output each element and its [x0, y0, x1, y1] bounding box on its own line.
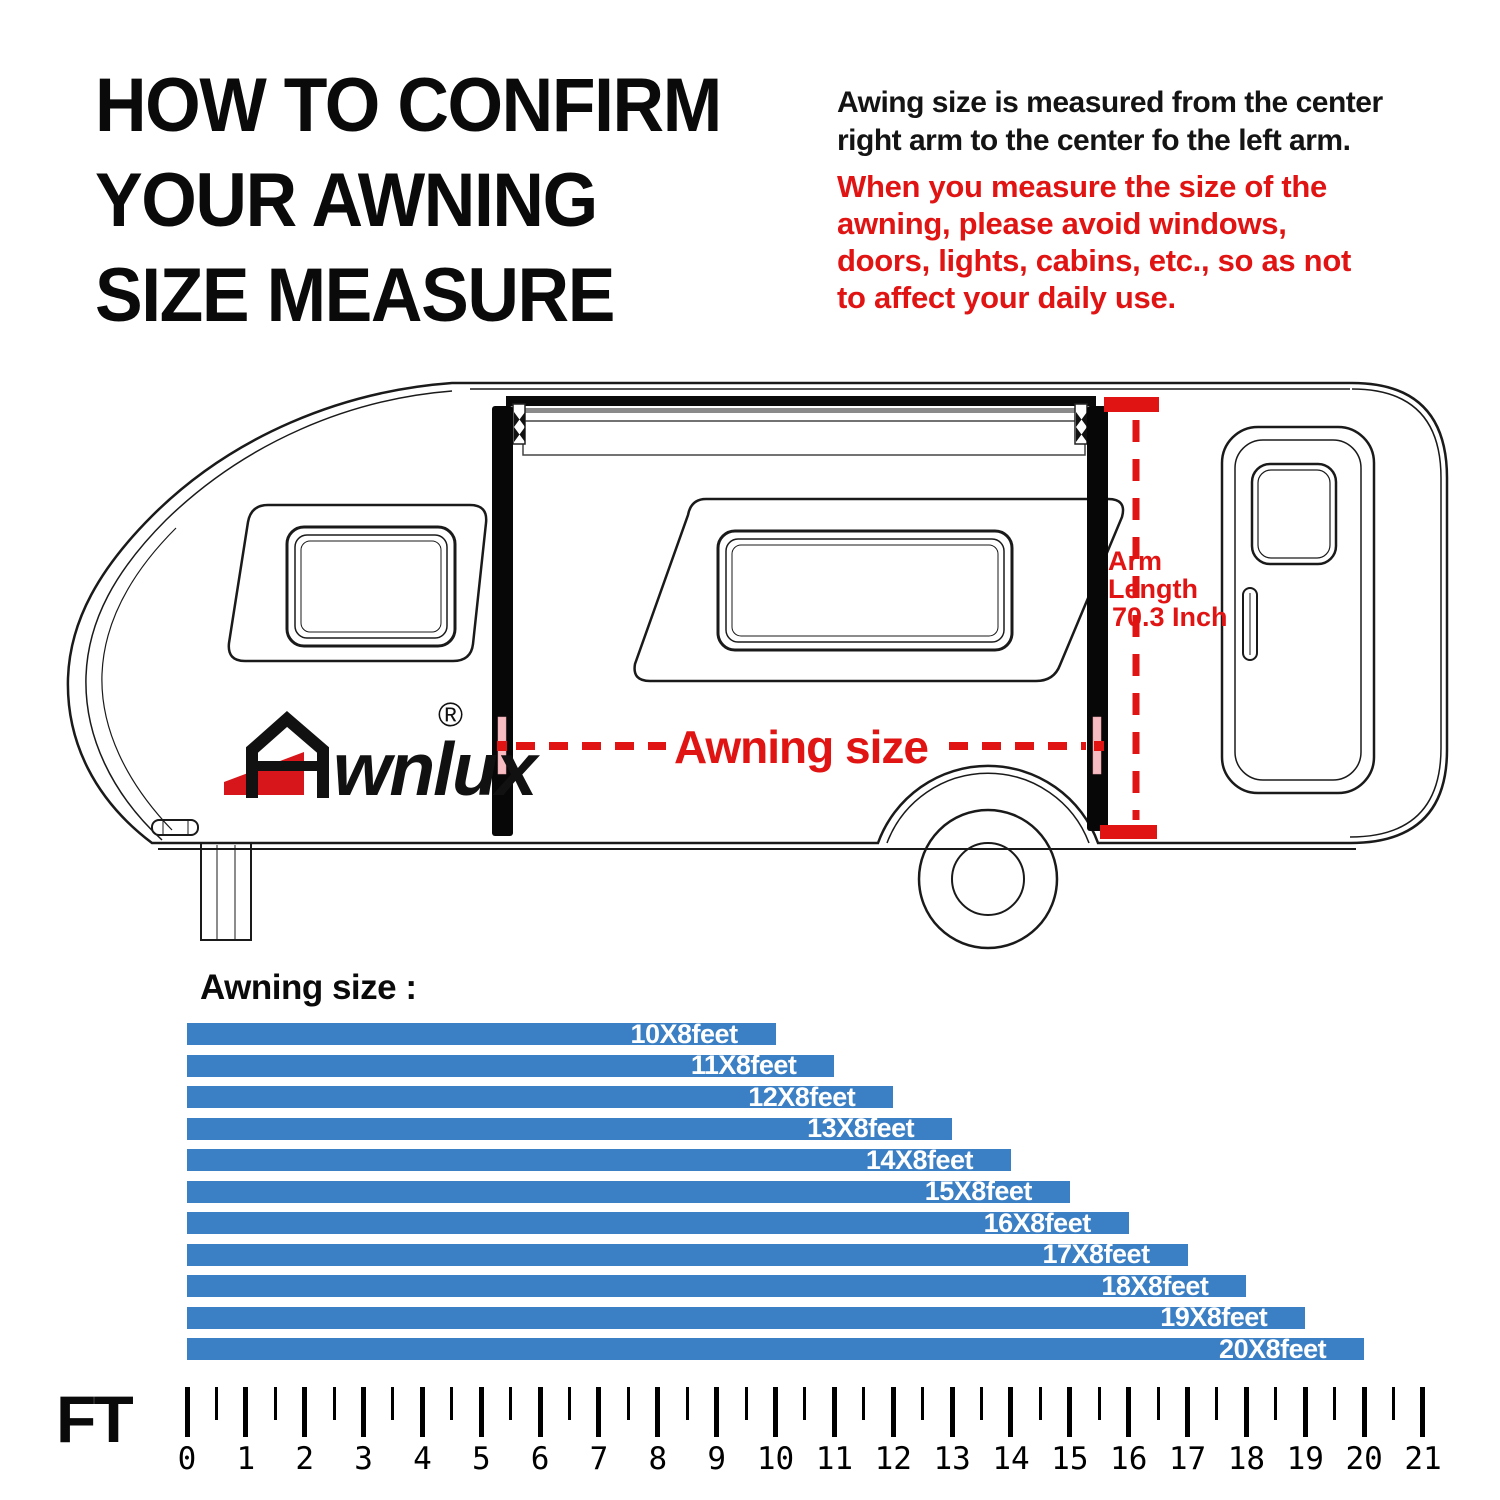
ruler-number: 18 [1227, 1441, 1266, 1477]
ruler-number: 10 [756, 1441, 795, 1477]
arm-length-line-1: Arm [1108, 546, 1163, 576]
page-title-line-3: SIZE MEASURE [95, 253, 614, 338]
ruler-number: 17 [1168, 1441, 1207, 1477]
awning-size-bar-label: 19X8feet [1160, 1302, 1268, 1332]
logo-registered-mark: ® [438, 696, 464, 734]
ruler-number: 5 [471, 1441, 491, 1477]
ruler-number: 14 [992, 1441, 1030, 1477]
ruler-number: 12 [874, 1441, 912, 1477]
ruler-number: 13 [933, 1441, 971, 1477]
ruler-major-tick [361, 1387, 366, 1437]
ruler-number: 15 [1051, 1441, 1089, 1477]
warning-note-line-2: awning, please avoid windows, [837, 206, 1287, 241]
awning-size-bar [187, 1018, 776, 1049]
measurement-note-line-2: right arm to the center fo the left arm. [837, 124, 1351, 157]
awning-size-bar-label: 13X8feet [807, 1113, 915, 1143]
measurement-note [837, 84, 1383, 160]
ruler-number: 6 [530, 1441, 550, 1477]
awning-roller [523, 421, 1085, 455]
awning-size-bar-label: 16X8feet [983, 1207, 1091, 1238]
warning-note-line-3: doors, lights, cabins, etc., so as not [837, 243, 1351, 278]
ruler-minor-tick [568, 1387, 571, 1420]
page-title-line-1: HOW TO CONFIRM [95, 63, 721, 148]
ruler-number: 4 [413, 1441, 432, 1477]
ruler-minor-tick [450, 1387, 453, 1420]
ruler-number: 3 [354, 1441, 373, 1477]
ruler-major-tick [832, 1387, 837, 1437]
awning-size-bar-label: 17X8feet [1042, 1239, 1150, 1269]
ruler-number: 19 [1286, 1441, 1324, 1477]
awning-size-bar-label: 11X8feet [690, 1050, 797, 1080]
ruler-major-tick [1185, 1387, 1190, 1437]
warning-note-line-4: to affect your daily use. [837, 280, 1176, 315]
page-title [95, 58, 721, 343]
page-title-line-2: YOUR AWNING [95, 158, 597, 243]
ruler-minor-tick [627, 1387, 630, 1420]
arm-length-cap-top [1104, 397, 1159, 412]
ruler-minor-tick [1039, 1387, 1042, 1420]
awning-size-bar [187, 1144, 1011, 1175]
awning-size-bar-label: 14X8feet [865, 1144, 973, 1175]
ruler-major-tick [1126, 1387, 1131, 1437]
ruler-major-tick [1362, 1387, 1367, 1437]
ruler-number: 20 [1345, 1441, 1383, 1477]
jack-post [201, 843, 251, 940]
ruler-minor-tick [215, 1387, 218, 1420]
awning-size-bar [187, 1050, 834, 1080]
arm-length-line-2: Length [1108, 574, 1198, 604]
ruler-major-tick [1303, 1387, 1308, 1437]
ruler-number: 2 [295, 1441, 315, 1477]
ruler-major-tick [773, 1387, 778, 1437]
chart-heading: Awning size : [200, 968, 417, 1007]
ruler-major-tick [479, 1387, 484, 1437]
ruler-major-tick [302, 1387, 307, 1437]
wheel-tire [919, 810, 1057, 948]
ruler-number: 16 [1110, 1441, 1148, 1477]
ruler-major-tick [1008, 1387, 1013, 1437]
ruler-major-tick [1067, 1387, 1072, 1437]
awning-rail [514, 408, 1086, 413]
ruler-minor-tick [1392, 1387, 1395, 1420]
awning-size-bar [187, 1176, 1070, 1206]
ruler-major-tick [420, 1387, 425, 1437]
ruler-minor-tick [509, 1387, 512, 1420]
awning-size-bar [187, 1270, 1246, 1301]
ruler-major-tick [950, 1387, 955, 1437]
ruler-minor-tick [1333, 1387, 1336, 1420]
awning-size-bar-label: 12X8feet [748, 1081, 856, 1112]
arm-length-annotation [1108, 547, 1228, 631]
ruler-minor-tick [1098, 1387, 1101, 1420]
ruler-minor-tick [921, 1387, 924, 1420]
awning-size-bar-label: 18X8feet [1101, 1270, 1209, 1301]
awning-size-bar-label: 10X8feet [630, 1018, 738, 1049]
awning-case-bar [506, 396, 1096, 406]
awning-size-bar [187, 1302, 1305, 1332]
ruler-minor-tick [1157, 1387, 1160, 1420]
ruler-number: 8 [648, 1441, 668, 1477]
awning-size-bar-label: 20X8feet [1219, 1333, 1327, 1364]
arm-length-line-3: 70.3 Inch [1112, 602, 1228, 632]
ruler-minor-tick [803, 1387, 806, 1420]
warning-note-line-1: When you measure the size of the [837, 169, 1327, 204]
ruler-major-tick [655, 1387, 660, 1437]
ruler-major-tick [891, 1387, 896, 1437]
ruler-number: 11 [815, 1441, 854, 1477]
ruler-minor-tick [333, 1387, 336, 1420]
ruler-minor-tick [1215, 1387, 1218, 1420]
ruler-major-tick [1420, 1387, 1425, 1437]
warning-note [837, 168, 1351, 316]
ruler-major-tick [1244, 1387, 1249, 1437]
wheel-hub [952, 843, 1024, 915]
ruler-major-tick [538, 1387, 543, 1437]
awning-size-annotation: Awning size [674, 721, 928, 773]
ruler-major-tick [243, 1387, 248, 1437]
ruler-minor-tick [862, 1387, 865, 1420]
ruler-number: 0 [177, 1441, 197, 1477]
ruler-minor-tick [745, 1387, 748, 1420]
ruler-number: 1 [236, 1441, 256, 1477]
ruler-major-tick [714, 1387, 719, 1437]
measurement-note-line-1: Awing size is measured from the center [837, 86, 1383, 119]
ruler-minor-tick [391, 1387, 394, 1420]
awning-size-bar [187, 1207, 1129, 1238]
awning-size-bar [187, 1081, 893, 1112]
ruler-unit-label: FT [56, 1382, 131, 1456]
ruler-number: 7 [589, 1441, 609, 1477]
ruler-number: 9 [707, 1441, 727, 1477]
ruler-minor-tick [980, 1387, 983, 1420]
logo-brand-text: wnlux [333, 727, 536, 811]
awning-size-bar [187, 1333, 1364, 1364]
awning-size-bar-label: 15X8feet [924, 1176, 1032, 1206]
awning-size-bar [187, 1239, 1188, 1269]
ruler-minor-tick [274, 1387, 277, 1420]
ruler-major-tick [185, 1387, 190, 1437]
arm-length-cap-bottom [1100, 825, 1157, 839]
ruler-minor-tick [1274, 1387, 1277, 1420]
awning-size-bar [187, 1113, 952, 1143]
ruler-minor-tick [686, 1387, 689, 1420]
awning-size-dot-right [1094, 741, 1104, 751]
ruler-number: 21 [1404, 1441, 1442, 1477]
ruler-major-tick [596, 1387, 601, 1437]
